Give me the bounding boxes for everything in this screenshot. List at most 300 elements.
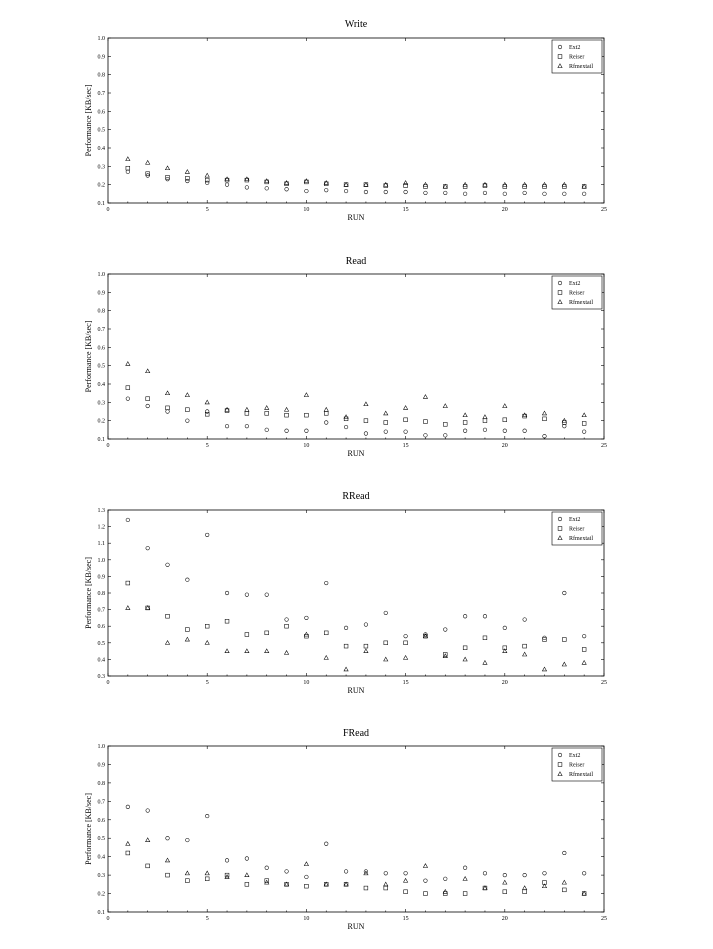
data-point-reiser — [523, 414, 527, 418]
plot-frame — [108, 746, 604, 912]
data-point-rfmextail — [344, 667, 348, 671]
y-tick-label: 1.3 — [97, 508, 105, 514]
data-point-rfmextail — [483, 661, 487, 665]
chart-panel-4 — [84, 728, 607, 931]
data-point-ext2 — [563, 192, 567, 196]
data-point-ext2 — [384, 430, 388, 434]
y-tick-label: 0.9 — [97, 54, 105, 61]
data-point-ext2 — [344, 870, 348, 874]
x-tick-label: 5 — [205, 916, 209, 922]
data-point-ext2 — [523, 191, 527, 195]
data-point-rfmextail — [562, 662, 566, 666]
y-tick-label: 1.0 — [97, 272, 105, 278]
series-reiser — [126, 581, 586, 656]
data-point-ext2 — [245, 424, 249, 428]
data-point-reiser — [483, 419, 487, 423]
data-point-rfmextail — [304, 862, 308, 866]
data-point-ext2 — [186, 179, 190, 183]
data-point-rfmextail — [165, 858, 169, 862]
data-point-ext2 — [503, 626, 507, 630]
data-point-ext2 — [344, 626, 348, 630]
data-point-reiser — [404, 418, 408, 422]
data-point-ext2 — [483, 614, 487, 618]
data-point-ext2 — [324, 842, 328, 846]
data-point-rfmextail — [185, 637, 189, 641]
data-point-ext2 — [364, 623, 368, 627]
data-point-rfmextail — [205, 173, 209, 177]
x-axis-label: RUN — [347, 449, 365, 458]
data-point-rfmextail — [404, 656, 408, 660]
x-tick-label: 25 — [601, 443, 607, 449]
x-tick-label: 5 — [205, 443, 209, 449]
data-point-reiser — [285, 182, 289, 186]
data-point-reiser — [324, 182, 328, 186]
y-tick-label: 0.3 — [97, 400, 105, 407]
data-point-ext2 — [543, 871, 547, 875]
x-tick-label: 25 — [601, 916, 607, 922]
data-point-ext2 — [523, 618, 527, 622]
data-point-ext2 — [424, 191, 428, 195]
data-point-rfmextail — [284, 181, 288, 185]
data-point-reiser — [324, 631, 328, 635]
data-point-ext2 — [483, 191, 487, 195]
y-tick-label: 0.5 — [97, 836, 105, 843]
x-axis-label: RUN — [347, 213, 365, 222]
data-point-rfmextail — [146, 838, 150, 842]
data-point-reiser — [463, 892, 467, 896]
y-tick-label: 0.8 — [97, 780, 105, 787]
data-point-reiser — [344, 644, 348, 648]
y-tick-label: 0.6 — [97, 817, 105, 824]
data-point-ext2 — [443, 191, 447, 195]
data-point-rfmextail — [205, 400, 209, 404]
y-tick-label: 0.3 — [97, 873, 105, 880]
data-point-rfmextail — [582, 413, 586, 417]
legend-label: Ext2 — [569, 45, 581, 51]
data-point-rfmextail — [265, 406, 269, 410]
x-tick-label: 20 — [501, 916, 508, 922]
data-point-ext2 — [344, 425, 348, 429]
data-point-ext2 — [582, 634, 586, 638]
y-tick-label: 0.6 — [97, 109, 105, 116]
data-point-rfmextail — [185, 393, 189, 397]
data-point-rfmextail — [463, 657, 467, 661]
y-axis-label: Performance [KB/sec] — [84, 793, 93, 865]
data-point-ext2 — [205, 533, 209, 537]
data-point-ext2 — [582, 871, 586, 875]
data-point-reiser — [384, 421, 388, 425]
data-point-rfmextail — [126, 362, 130, 366]
data-point-reiser — [463, 421, 467, 425]
data-point-reiser — [543, 417, 547, 421]
data-point-ext2 — [483, 428, 487, 432]
data-point-ext2 — [186, 838, 190, 842]
y-tick-label: 0.2 — [97, 891, 105, 898]
data-point-rfmextail — [384, 657, 388, 661]
data-point-rfmextail — [185, 871, 189, 875]
data-point-ext2 — [324, 188, 328, 192]
data-point-reiser — [285, 413, 289, 417]
data-point-ext2 — [245, 857, 249, 861]
data-point-ext2 — [146, 546, 150, 550]
data-point-reiser — [185, 879, 189, 883]
data-point-ext2 — [443, 434, 447, 438]
data-point-rfmextail — [384, 882, 388, 886]
data-point-rfmextail — [404, 878, 408, 882]
data-point-rfmextail — [562, 880, 566, 884]
data-point-reiser — [146, 397, 150, 401]
data-point-ext2 — [404, 190, 408, 194]
data-point-ext2 — [265, 866, 269, 870]
legend-label: Ext2 — [569, 753, 581, 759]
data-point-reiser — [225, 178, 229, 182]
y-tick-label: 0.8 — [97, 72, 105, 79]
y-tick-label: 1.0 — [97, 557, 105, 564]
data-point-rfmextail — [582, 661, 586, 665]
data-point-rfmextail — [185, 170, 189, 174]
data-point-rfmextail — [542, 411, 546, 415]
data-point-ext2 — [166, 410, 170, 414]
x-tick-label: 20 — [501, 680, 508, 686]
data-point-reiser — [205, 624, 209, 628]
x-tick-label: 25 — [601, 680, 607, 686]
legend-label: Rfmextail — [569, 536, 593, 542]
data-point-ext2 — [582, 430, 586, 434]
data-point-ext2 — [443, 877, 447, 881]
data-point-ext2 — [384, 611, 388, 615]
data-point-reiser — [443, 422, 447, 426]
series-rfmextail — [126, 362, 587, 423]
data-point-rfmextail — [205, 871, 209, 875]
data-point-ext2 — [265, 593, 269, 597]
data-point-rfmextail — [542, 667, 546, 671]
legend-label: Rfmextail — [569, 64, 593, 70]
data-point-ext2 — [245, 186, 249, 190]
x-tick-label: 5 — [205, 207, 209, 213]
data-point-reiser — [166, 614, 170, 618]
chart-panel-1 — [84, 19, 607, 222]
x-tick-label: 15 — [402, 443, 409, 449]
legend-label: Reiser — [569, 526, 585, 533]
y-tick-label: 0.9 — [97, 574, 105, 581]
data-point-reiser — [483, 184, 487, 188]
data-point-ext2 — [483, 871, 487, 875]
y-tick-label: 0.6 — [97, 345, 105, 352]
data-point-reiser — [245, 411, 249, 415]
chart-panel-2 — [84, 256, 607, 458]
data-point-ext2 — [205, 181, 209, 185]
data-point-rfmextail — [463, 413, 467, 417]
data-point-rfmextail — [225, 407, 229, 411]
data-point-ext2 — [285, 187, 289, 191]
data-point-rfmextail — [225, 649, 229, 653]
data-point-ext2 — [166, 563, 170, 567]
data-point-rfmextail — [146, 369, 150, 373]
legend — [552, 40, 602, 73]
legend-label: Reiser — [569, 762, 585, 769]
y-tick-label: 1.1 — [97, 541, 105, 548]
y-tick-label: 1.0 — [97, 744, 105, 750]
data-point-reiser — [126, 386, 130, 390]
data-point-ext2 — [384, 871, 388, 875]
data-point-reiser — [404, 890, 408, 894]
data-point-reiser — [205, 877, 209, 881]
data-point-ext2 — [582, 192, 586, 196]
y-axis-label: Performance [KB/sec] — [84, 557, 93, 629]
plot-frame — [108, 274, 604, 439]
data-point-rfmextail — [423, 395, 427, 399]
data-point-ext2 — [285, 618, 289, 622]
data-point-ext2 — [364, 432, 368, 436]
x-tick-label: 20 — [501, 443, 508, 449]
series-rfmextail — [126, 606, 587, 671]
data-point-ext2 — [463, 866, 467, 870]
legend-label: Rfmextail — [569, 772, 593, 778]
x-tick-label: 5 — [205, 680, 209, 686]
series-ext2 — [126, 397, 586, 438]
data-point-ext2 — [186, 419, 190, 423]
legend — [552, 512, 602, 545]
data-point-ext2 — [563, 591, 567, 595]
data-point-rfmextail — [284, 651, 288, 655]
data-point-ext2 — [563, 851, 567, 855]
data-point-ext2 — [305, 189, 309, 193]
y-tick-label: 0.7 — [97, 91, 105, 97]
data-point-ext2 — [186, 578, 190, 582]
legend-label: Ext2 — [569, 517, 581, 523]
y-tick-label: 0.2 — [97, 418, 105, 425]
y-tick-label: 0.5 — [97, 640, 105, 647]
y-tick-label: 0.7 — [97, 799, 105, 806]
data-point-reiser — [503, 418, 507, 422]
data-point-ext2 — [265, 187, 269, 191]
y-tick-label: 0.4 — [97, 382, 105, 388]
data-point-rfmextail — [384, 411, 388, 415]
data-point-rfmextail — [245, 177, 249, 181]
data-point-rfmextail — [265, 880, 269, 884]
data-point-reiser — [582, 648, 586, 652]
legend-label: Rfmextail — [569, 300, 593, 306]
y-tick-label: 1.2 — [97, 524, 105, 531]
series-rfmextail — [126, 838, 587, 895]
data-point-rfmextail — [483, 182, 487, 186]
data-point-rfmextail — [483, 415, 487, 419]
data-point-rfmextail — [284, 407, 288, 411]
chart-panel-3 — [84, 491, 607, 695]
data-point-reiser — [384, 641, 388, 645]
data-point-reiser — [305, 180, 309, 184]
data-point-ext2 — [225, 859, 229, 863]
data-point-rfmextail — [245, 873, 249, 877]
data-point-ext2 — [146, 809, 150, 813]
data-point-reiser — [523, 890, 527, 894]
y-tick-label: 0.4 — [97, 854, 105, 861]
series-ext2 — [126, 518, 586, 639]
y-tick-label: 0.8 — [97, 591, 105, 597]
data-point-reiser — [562, 888, 566, 892]
y-tick-label: 0.3 — [97, 164, 105, 171]
y-tick-label: 0.5 — [97, 363, 105, 370]
data-point-reiser — [305, 413, 309, 417]
y-tick-label: 0.3 — [97, 674, 105, 680]
x-tick-label: 25 — [601, 207, 607, 213]
data-point-ext2 — [324, 581, 328, 585]
data-point-reiser — [523, 644, 527, 648]
data-point-reiser — [185, 408, 189, 412]
y-tick-label: 0.8 — [97, 308, 105, 315]
data-point-reiser — [265, 411, 269, 415]
legend — [552, 748, 602, 781]
data-point-reiser — [463, 646, 467, 650]
x-tick-label: 15 — [402, 207, 409, 213]
data-point-reiser — [126, 581, 130, 585]
data-point-rfmextail — [384, 182, 388, 186]
data-point-reiser — [503, 890, 507, 894]
data-point-rfmextail — [225, 177, 229, 181]
data-point-rfmextail — [443, 654, 447, 658]
plot-frame — [108, 510, 604, 676]
data-point-reiser — [185, 628, 189, 632]
data-point-ext2 — [503, 429, 507, 433]
data-point-reiser — [225, 409, 229, 413]
data-point-rfmextail — [225, 875, 229, 879]
data-point-reiser — [245, 882, 249, 886]
data-point-rfmextail — [126, 157, 130, 161]
y-tick-label: 0.1 — [97, 910, 105, 916]
data-point-rfmextail — [165, 641, 169, 645]
data-point-ext2 — [245, 593, 249, 597]
data-point-ext2 — [146, 404, 150, 408]
chart-title: FRead — [342, 728, 370, 739]
data-point-reiser — [562, 638, 566, 642]
data-point-rfmextail — [165, 391, 169, 395]
data-point-ext2 — [265, 428, 269, 432]
data-point-ext2 — [285, 870, 289, 874]
legend — [552, 276, 602, 309]
series-reiser — [126, 851, 586, 895]
data-point-reiser — [166, 406, 170, 410]
data-point-ext2 — [126, 805, 130, 809]
data-point-ext2 — [443, 628, 447, 632]
x-tick-label: 10 — [303, 680, 310, 686]
data-point-reiser — [424, 420, 428, 424]
data-point-ext2 — [205, 814, 209, 818]
x-tick-label: 15 — [402, 916, 409, 922]
data-point-rfmextail — [265, 649, 269, 653]
y-tick-label: 1.0 — [97, 36, 105, 42]
y-tick-label: 0.9 — [97, 762, 105, 769]
data-point-reiser — [364, 886, 368, 890]
data-point-ext2 — [285, 429, 289, 433]
data-point-ext2 — [404, 430, 408, 434]
data-point-rfmextail — [324, 656, 328, 660]
data-point-ext2 — [463, 614, 467, 618]
data-point-ext2 — [463, 429, 467, 433]
data-point-ext2 — [324, 421, 328, 425]
y-tick-label: 0.4 — [97, 657, 105, 664]
chart-title: RRead — [342, 491, 370, 502]
series-reiser — [126, 166, 586, 188]
series-ext2 — [126, 170, 586, 196]
legend-label: Ext2 — [569, 281, 581, 287]
data-point-reiser — [126, 166, 130, 170]
x-tick-label: 20 — [501, 207, 508, 213]
data-point-reiser — [265, 180, 269, 184]
data-point-ext2 — [463, 192, 467, 196]
y-axis-label: Performance [KB/sec] — [84, 84, 93, 157]
data-point-rfmextail — [523, 886, 527, 890]
data-point-reiser — [166, 873, 170, 877]
x-tick-label: 0 — [106, 207, 110, 213]
x-tick-label: 15 — [402, 680, 409, 686]
data-point-ext2 — [225, 424, 229, 428]
data-point-rfmextail — [523, 652, 527, 656]
data-point-ext2 — [225, 183, 229, 187]
x-tick-label: 10 — [303, 207, 310, 213]
series-ext2 — [126, 805, 586, 882]
chart-title: Read — [345, 256, 367, 267]
data-point-ext2 — [225, 591, 229, 595]
data-point-ext2 — [563, 424, 567, 428]
data-point-rfmextail — [265, 179, 269, 183]
x-axis-label: RUN — [347, 922, 365, 931]
data-point-ext2 — [404, 634, 408, 638]
data-point-reiser — [225, 619, 229, 623]
data-point-rfmextail — [324, 181, 328, 185]
data-point-ext2 — [523, 429, 527, 433]
y-axis-label: Performance [KB/sec] — [84, 320, 93, 393]
legend-label: Reiser — [569, 54, 585, 61]
data-point-reiser — [285, 624, 289, 628]
data-point-reiser — [265, 631, 269, 635]
data-point-reiser — [324, 411, 328, 415]
data-point-reiser — [364, 419, 368, 423]
chart-title: Write — [344, 19, 368, 30]
data-point-ext2 — [424, 434, 428, 438]
x-tick-label: 0 — [106, 680, 110, 686]
data-point-reiser — [305, 884, 309, 888]
data-point-rfmextail — [364, 402, 368, 406]
data-point-ext2 — [166, 836, 170, 840]
data-point-rfmextail — [503, 404, 507, 408]
data-point-rfmextail — [304, 393, 308, 397]
data-point-ext2 — [126, 518, 130, 522]
data-point-rfmextail — [503, 880, 507, 884]
legend-label: Reiser — [569, 290, 585, 297]
data-point-rfmextail — [523, 413, 527, 417]
y-tick-label: 0.1 — [97, 201, 105, 207]
x-tick-label: 10 — [303, 443, 310, 449]
data-point-ext2 — [305, 875, 309, 879]
data-point-ext2 — [126, 397, 130, 401]
data-point-rfmextail — [205, 641, 209, 645]
series-rfmextail — [126, 157, 587, 188]
data-point-ext2 — [305, 616, 309, 620]
data-point-rfmextail — [126, 842, 130, 846]
data-point-reiser — [384, 886, 388, 890]
data-point-rfmextail — [463, 877, 467, 881]
data-point-reiser — [384, 184, 388, 188]
x-axis-label: RUN — [347, 686, 365, 695]
data-point-rfmextail — [146, 160, 150, 164]
data-point-ext2 — [384, 190, 388, 194]
y-tick-label: 0.6 — [97, 624, 105, 631]
data-point-reiser — [364, 644, 368, 648]
data-point-reiser — [404, 641, 408, 645]
y-tick-label: 0.5 — [97, 127, 105, 134]
data-point-reiser — [483, 636, 487, 640]
x-tick-label: 10 — [303, 916, 310, 922]
